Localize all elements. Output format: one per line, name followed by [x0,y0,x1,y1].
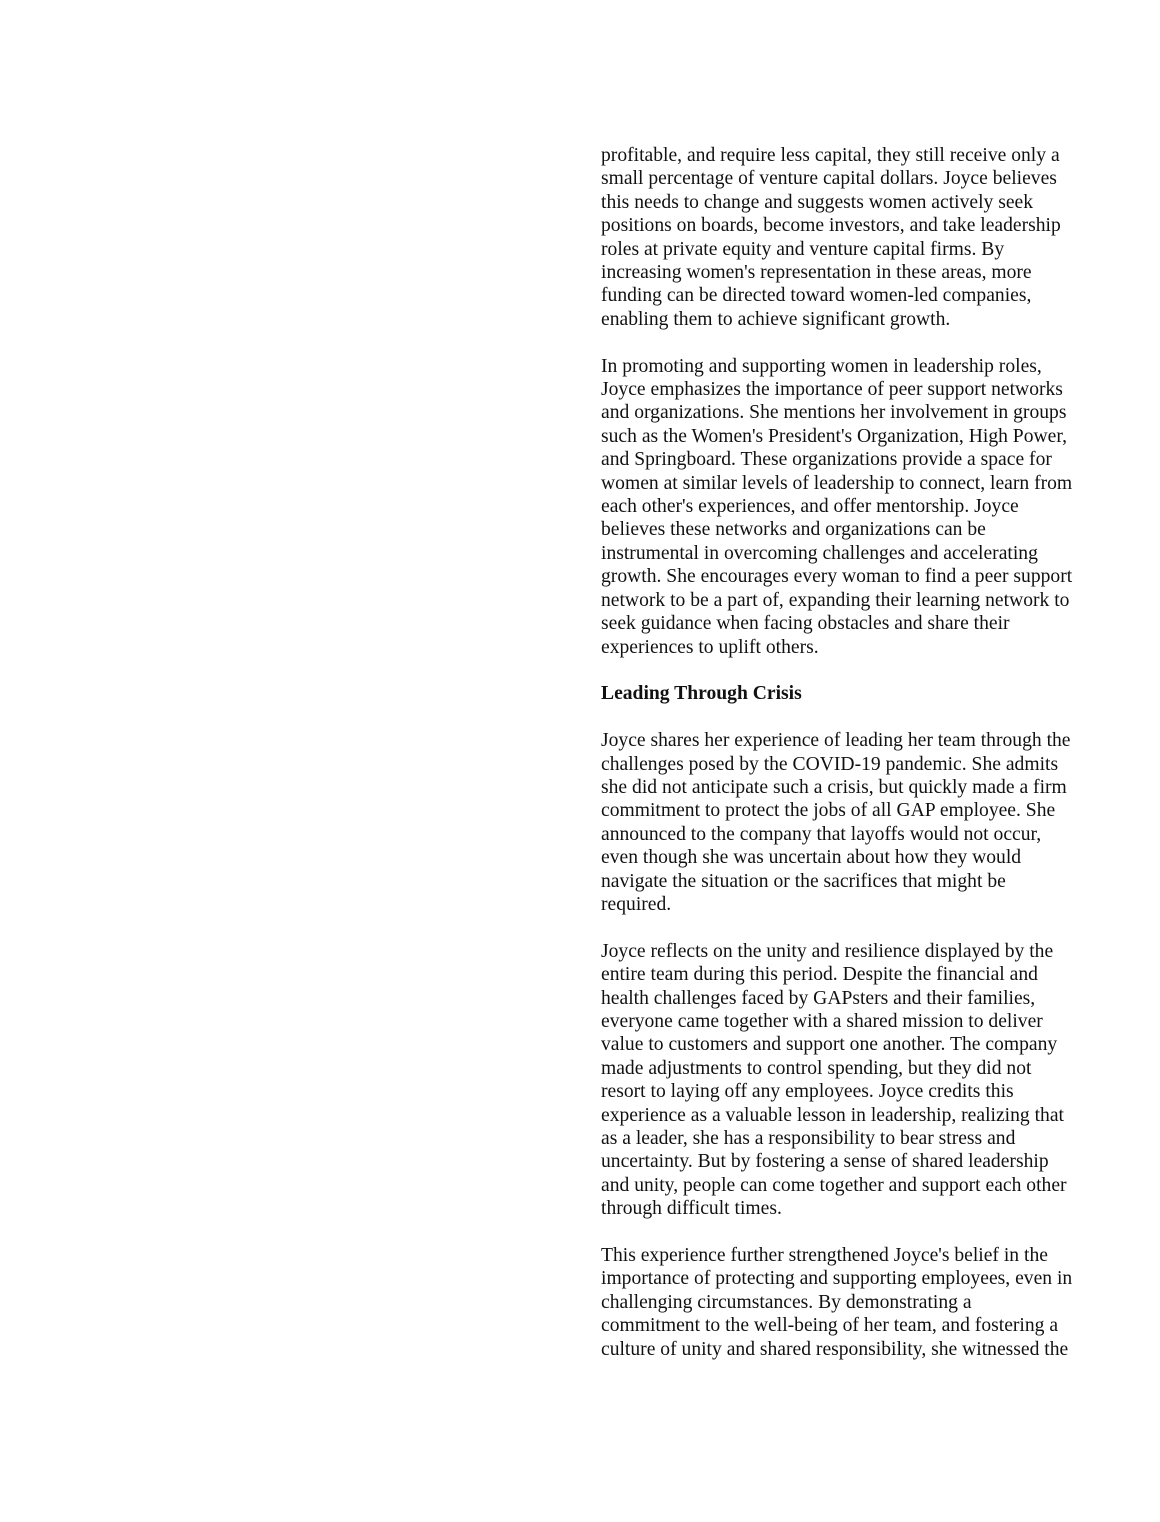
paragraph-team-unity: Joyce reflects on the unity and resilience displayed by the entire team during this period. Despite the financial and health challenges faced by GAPsters and their families, everyone came together with a shared mission to deliver value to customers and support one another. The company made adjustments to control spending, but they did not resort to laying off any employees. Joyce credits this experience as a valuable lesson in leadership, realizing that as a leader, she has a responsibility to bear stress and uncertainty. But by fostering a sense of shared leadership and unity, people can come together and support each other through difficult times. [601,940,1067,1220]
paragraph-venture-capital: profitable, and require less capital, they still receive only a small percentage of venture capital dollars. Joyce believes this needs to change and suggests women actively seek positions on boards, become investors, and take leadership roles at private equity and venture capital firms. By increasing women's representation in these areas, more funding can be directed toward women-led companies, enabling them to achieve significant growth. [601,145,1061,330]
paragraph-covid-leadership: Joyce shares her experience of leading her team through the challenges posed by the COVID-19 pandemic. She admits she did not anticipate such a crisis, but quickly made a firm commitment to protect the jobs of all GAP employee. She announced to the company that layoffs would not occur, even though she was uncertain about how they would navigate the situation or the sacrifices that might be required. [601,730,1071,915]
section-heading: Leading Through Crisis [601,683,802,705]
paragraph-employee-support: This experience further strengthened Joyce's belief in the importance of protecting and supporting employees, even in challenging circumstances. By demonstrating a commitment to the well-being of her team, and fostering a culture of unity and shared responsibility, she witnessed the [601,1245,1073,1360]
text-column [601,144,1101,1384]
paragraph-peer-support: In promoting and supporting women in leadership roles, Joyce emphasizes the importance of peer support networks and organizations. She mentions her involvement in groups such as the Women's President's Organization, High Power, and Springboard. These organizations provide a space for women at similar levels of leadership to connect, learn from each other's experiences, and offer mentorship. Joyce believes these networks and organizations can be instrumental in overcoming challenges and accelerating growth. She encourages every woman to find a peer support network to be a part of, expanding their learning network to seek guidance when facing obstacles and share their experiences to uplift others. [601,355,1073,658]
